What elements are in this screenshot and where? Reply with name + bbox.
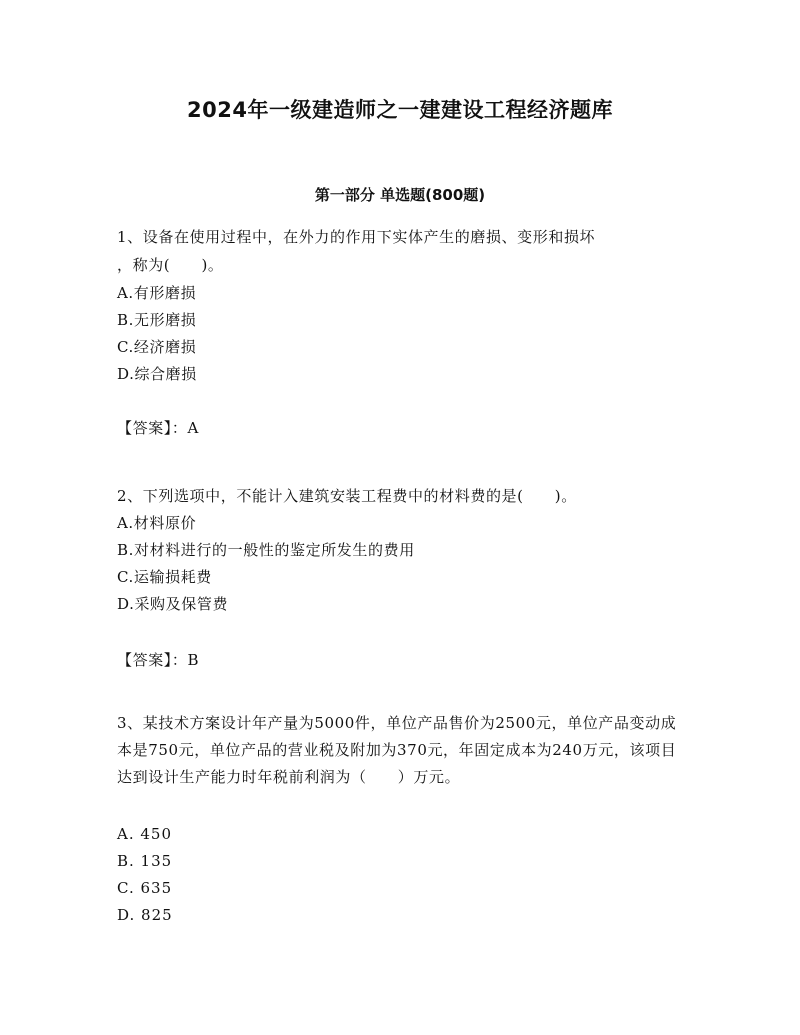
question-3-option-b: B. 135 (117, 852, 173, 870)
question-2-option-d: D.采购及保管费 (117, 595, 229, 613)
question-1-option-b: B.无形磨损 (117, 311, 197, 329)
question-3-option-c: C. 635 (117, 879, 173, 897)
question-1-option-a: A.有形磨损 (117, 284, 197, 302)
question-3-stem: 3、某技术方案设计年产量为5000件，单位产品售价为2500元，单位产品变动成本是750元，单位产品的营业税及附加为370元，年固定成本为240万元，该项目达到设计生产能力时年税前利润为（ ）万元。 (117, 714, 677, 786)
question-2-option-b: B.对材料进行的一般性的鉴定所发生的费用 (117, 541, 415, 559)
document-title: 2024年一级建造师之一建建设工程经济题库 (187, 98, 613, 122)
question-1-answer: 【答案】：A (117, 419, 199, 437)
question-1-option-d: D.综合磨损 (117, 365, 197, 383)
question-2-answer: 【答案】：B (117, 651, 200, 669)
question-1-stem-line-2: ，称为( )。 (117, 256, 224, 274)
question-1-option-c: C.经济磨损 (117, 338, 197, 356)
question-3-option-a: A. 450 (117, 825, 172, 843)
question-3-option-d: D. 825 (117, 906, 173, 924)
section-heading: 第一部分 单选题(800题) (314, 186, 486, 204)
question-2-option-c: C.运输损耗费 (117, 568, 212, 586)
question-2-option-a: A.材料原价 (117, 514, 197, 532)
question-2-stem: 2、下列选项中，不能计入建筑安装工程费中的材料费的是( )。 (117, 487, 577, 505)
question-1-stem-line-1: 1、设备在使用过程中，在外力的作用下实体产生的磨损、变形和损坏 (117, 228, 596, 246)
